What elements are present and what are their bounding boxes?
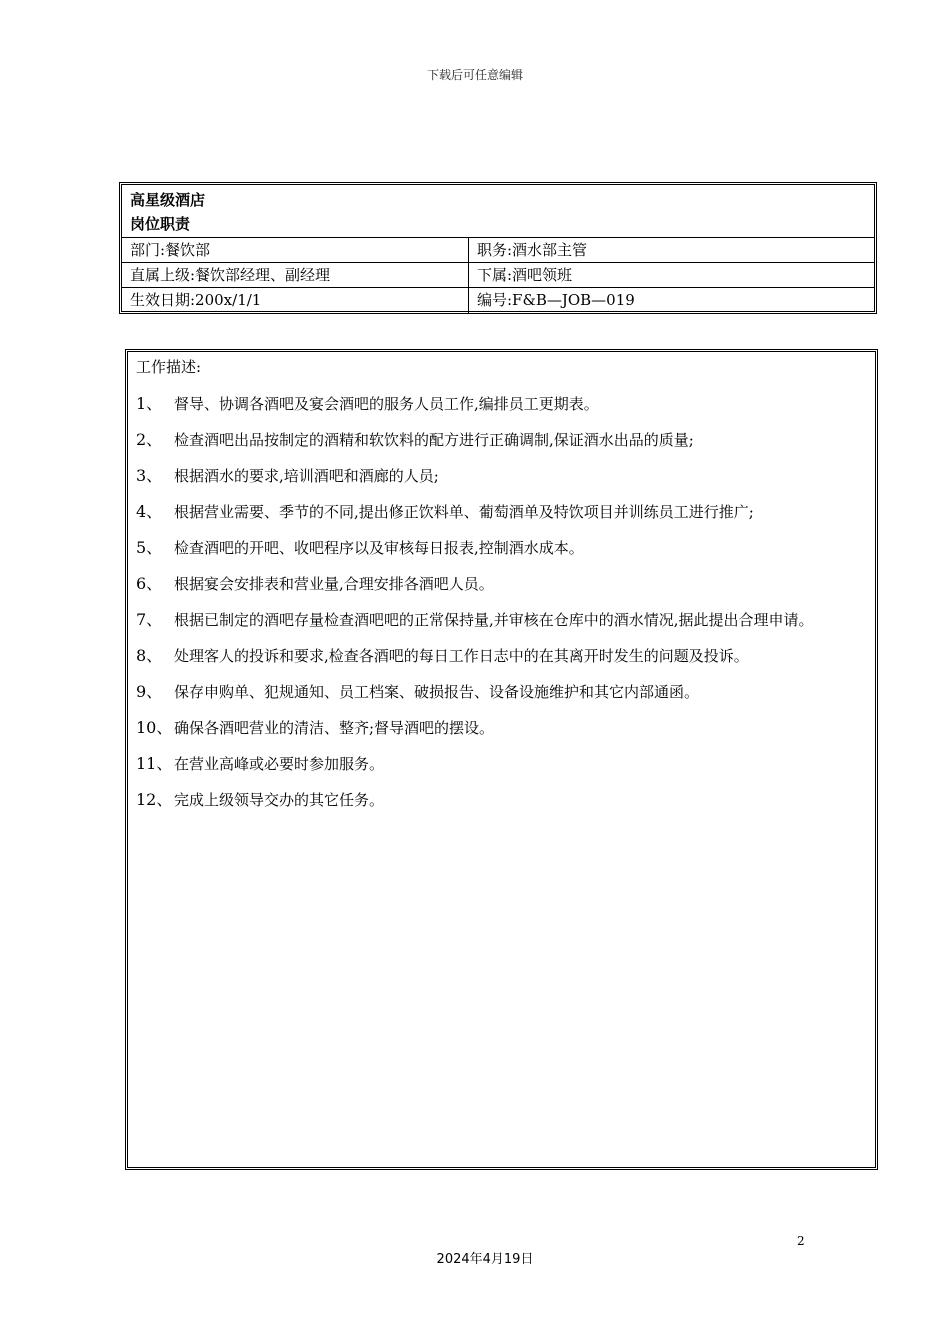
- item-number: 1、: [136, 394, 163, 413]
- item-number: 9、: [136, 682, 163, 701]
- effective-date-cell: 生效日期:200x/1/1: [122, 288, 469, 313]
- item-number: 11、: [136, 754, 173, 773]
- superior-cell: 直属上级:餐饮部经理、副经理: [122, 263, 469, 287]
- item-text: 完成上级领导交办的其它任务。: [174, 791, 385, 809]
- list-item: [136, 386, 867, 422]
- item-text: 确保各酒吧营业的清洁、整齐;督导酒吧的摆设。: [174, 719, 495, 737]
- item-number: 10、: [136, 718, 173, 737]
- item-text: 检查酒吧的开吧、收吧程序以及审核每日报表,控制酒水成本。: [174, 539, 584, 557]
- item-text: 保存申购单、犯规通知、员工档案、破损报告、设备设施维护和其它内部通函。: [174, 683, 700, 701]
- department-cell: 部门:餐饮部: [122, 238, 469, 262]
- description-title: 工作描述:: [136, 358, 202, 376]
- item-text: 检查酒吧出品按制定的酒精和软饮料的配方进行正确调制,保证酒水出品的质量;: [174, 431, 694, 449]
- item-text: 根据已制定的酒吧存量检查酒吧吧的正常保持量,并审核在仓库中的酒水情况,据此提出合理申请。: [174, 611, 814, 629]
- item-number: 4、: [136, 502, 163, 521]
- item-number: 5、: [136, 538, 163, 557]
- list-item: [136, 566, 867, 602]
- item-number: 2、: [136, 430, 163, 449]
- item-text: 根据宴会安排表和营业量,合理安排各酒吧人员。: [174, 575, 494, 593]
- list-item: [136, 746, 867, 782]
- info-row-date: [122, 288, 874, 313]
- item-text: 在营业高峰或必要时参加服务。: [174, 755, 385, 773]
- item-number: 7、: [136, 610, 163, 629]
- item-text: 处理客人的投诉和要求,检查各酒吧的每日工作日志中的在其离开时发生的问题及投诉。: [174, 647, 749, 665]
- list-item: [136, 710, 867, 746]
- info-title: [122, 185, 874, 238]
- item-text: 根据营业需要、季节的不同,提出修正饮料单、葡萄酒单及特饮项目并训练员工进行推广;: [174, 503, 754, 521]
- position-cell: 职务:酒水部主管: [477, 241, 588, 259]
- list-item: [136, 602, 867, 638]
- footer-date: 2024年4月19日: [436, 1252, 534, 1267]
- item-number: 6、: [136, 574, 163, 593]
- item-text: 根据酒水的要求,培训酒吧和酒廊的人员;: [174, 467, 439, 485]
- item-number: 12、: [136, 790, 173, 809]
- subordinate-cell: 下属:酒吧领班: [477, 266, 573, 284]
- info-row-superior: [122, 263, 874, 288]
- item-number: 8、: [136, 646, 163, 665]
- job-info-table: [119, 182, 877, 314]
- page-number: 2: [797, 1234, 805, 1248]
- duty-title: 岗位职责: [130, 215, 191, 233]
- list-item: [136, 674, 867, 710]
- header-note: 下载后可任意编辑: [426, 68, 523, 82]
- list-item: [136, 458, 867, 494]
- list-item: [136, 422, 867, 458]
- job-description-box: [125, 349, 878, 1170]
- list-item: [136, 782, 867, 818]
- hotel-title: 高星级酒店: [130, 191, 206, 209]
- list-item: [136, 638, 867, 674]
- info-row-department: [122, 238, 874, 263]
- list-item: [136, 530, 867, 566]
- list-item: [136, 494, 867, 530]
- code-cell: 编号:F&B—JOB—019: [477, 291, 635, 309]
- item-number: 3、: [136, 466, 163, 485]
- item-text: 督导、协调各酒吧及宴会酒吧的服务人员工作,编排员工更期表。: [174, 395, 599, 413]
